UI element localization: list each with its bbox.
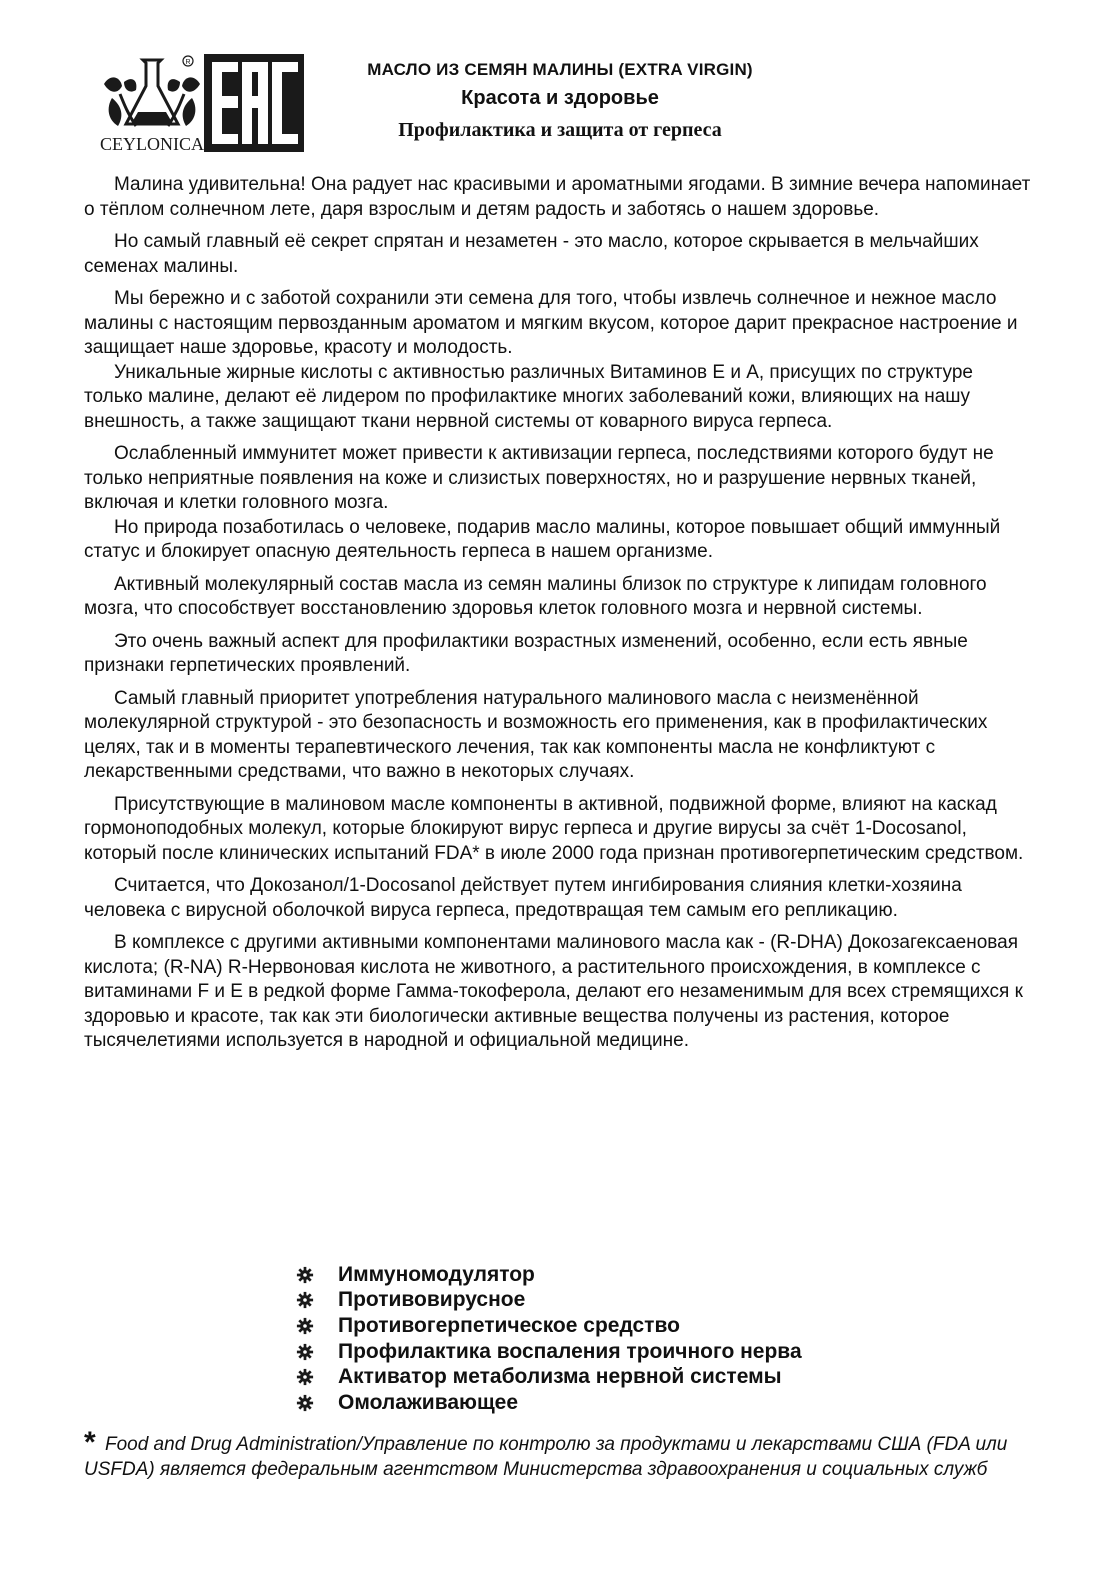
feature-label: Омолаживающее [338, 1390, 519, 1414]
footnote-text: Food and Drug Administration/Управление по контролю за продуктами и лекарствами США (FDA или USFDA) является федеральным агентством Министерства здравоохранения и социальных служб [84, 1434, 1008, 1480]
paragraph: Активный молекулярный состав масла из семян малины близок по структуре к липидам головного мозга, что способствует восстановлению здоровья клеток головного мозга и нервной системы. [84, 573, 987, 619]
gear-flower-bullet-icon [296, 1266, 314, 1284]
document-title: МАСЛО ИЗ СЕМЯН МАЛИНЫ (EXTRA VIRGIN) [367, 60, 753, 79]
paragraph: Но природа позаботилась о человеке, подарив масло малины, которое повышает общий иммунный статус и блокирует опасную деятельность герпеса в нашем организме. [84, 516, 1001, 562]
list-item [296, 1262, 802, 1288]
body-text [84, 173, 1034, 1062]
paragraph: Малина удивительна! Она радует нас красивыми и ароматными ягодами. В зимние вечера напоминает о тёплом солнечном лете, даря взрослым и детям радость и заботясь о нашем здоровье. [84, 174, 1031, 220]
gear-flower-bullet-icon [296, 1394, 314, 1412]
svg-text:R: R [185, 59, 191, 66]
feature-label: Профилактика воспаления троичного нерва [338, 1339, 802, 1363]
feature-label: Иммуномодулятор [338, 1262, 535, 1286]
gear-flower-bullet-icon [296, 1291, 314, 1309]
gear-flower-bullet-icon [296, 1343, 314, 1361]
document-subtitle-secondary: Профилактика и защита от герпеса [398, 119, 722, 141]
document-header [0, 0, 1110, 170]
ceylonica-logo-text: CEYLONICA [100, 134, 204, 154]
gear-flower-bullet-icon [296, 1368, 314, 1386]
paragraph: Ослабленный иммунитет может привести к активизации герпеса, последствиями которого будут не только неприятные появления на коже и слизистых поверхностях, но и разрушение нервных тканей, включая и клетки головного мозга. [84, 443, 994, 513]
feature-label: Активатор метаболизма нервной системы [338, 1365, 782, 1389]
feature-label: Противогерпетическое средство [338, 1313, 680, 1337]
paragraph: Присутствующие в малиновом масле компоненты в активной, подвижной форме, влияют на каскад гормоноподобных молекул, которые блокируют вирус герпеса и другие вирусы за счёт 1-Docosanol, который после клинических испытаний FDA* в июле 2000 года признан противогерпетическим средством. [84, 793, 1024, 864]
list-item [296, 1339, 802, 1365]
footnote [84, 1426, 1014, 1482]
eac-certification-mark [204, 54, 304, 152]
list-item [296, 1390, 802, 1416]
list-item [296, 1288, 802, 1314]
paragraph: Но самый главный её секрет спрятан и незаметен - это масло, которое скрывается в мельчайших семенах малины. [84, 231, 979, 277]
ceylonica-logo [98, 54, 206, 154]
paragraph: Уникальные жирные кислоты с активностью различных Витаминов Е и А, присущих по структуре только малине, делают её лидером по профилактике многих заболеваний кожи, влияющих на нашу внешность, а также защищают ткани нервной системы от коварного вируса герпеса. [84, 361, 973, 432]
paragraph: Мы бережно и с заботой сохранили эти семена для того, чтобы извлечь солнечное и нежное масло малины с настоящим первозданным ароматом и мягким вкусом, которое дарит прекрасное настроение и защищает наше здоровье, красоту и молодость. [84, 288, 1018, 358]
paragraph: В комплексе с другими активными компонентами малинового масла как - (R-DHA) Докозагексаеновая кислота; (R-NA) R-Нервоновая кислота не животного, а растительного происхождения, в комплексе с витаминами F и E в редкой форме Гамма-токоферола, делают его незаменимым для всех стремящихся к здоровью и красоте, так как эти биологически активные вещества получены из растения, которое тысячелетиями используется в народной и официальной медицине. [84, 932, 1023, 1051]
paragraph: Самый главный приоритет употребления натурального малинового масла с неизменённой молекулярной структурой - это безопасность и возможность его применения, как в профилактических целях, так и в моменты терапевтического лечения, так как компоненты масла не конфликтуют с лекарственными средствами, что важно в некоторых случаях. [84, 687, 988, 782]
paragraph: Считается, что Докозанол/1-Docosanol действует путем ингибирования слияния клетки-хозяина человека с вирусной оболочкой вируса герпеса, предотвращая тем самым его репликацию. [84, 875, 962, 921]
list-item [296, 1313, 802, 1339]
features-list [296, 1262, 802, 1416]
gear-flower-bullet-icon [296, 1317, 314, 1335]
paragraph: Это очень важный аспект для профилактики возрастных изменений, особенно, если есть явные признаки герпетических проявлений. [84, 630, 968, 676]
feature-label: Противовирусное [338, 1288, 526, 1312]
title-block [330, 60, 790, 142]
document-subtitle: Красота и здоровье [461, 87, 659, 109]
footnote-marker: * [84, 1426, 96, 1459]
list-item [296, 1364, 802, 1390]
